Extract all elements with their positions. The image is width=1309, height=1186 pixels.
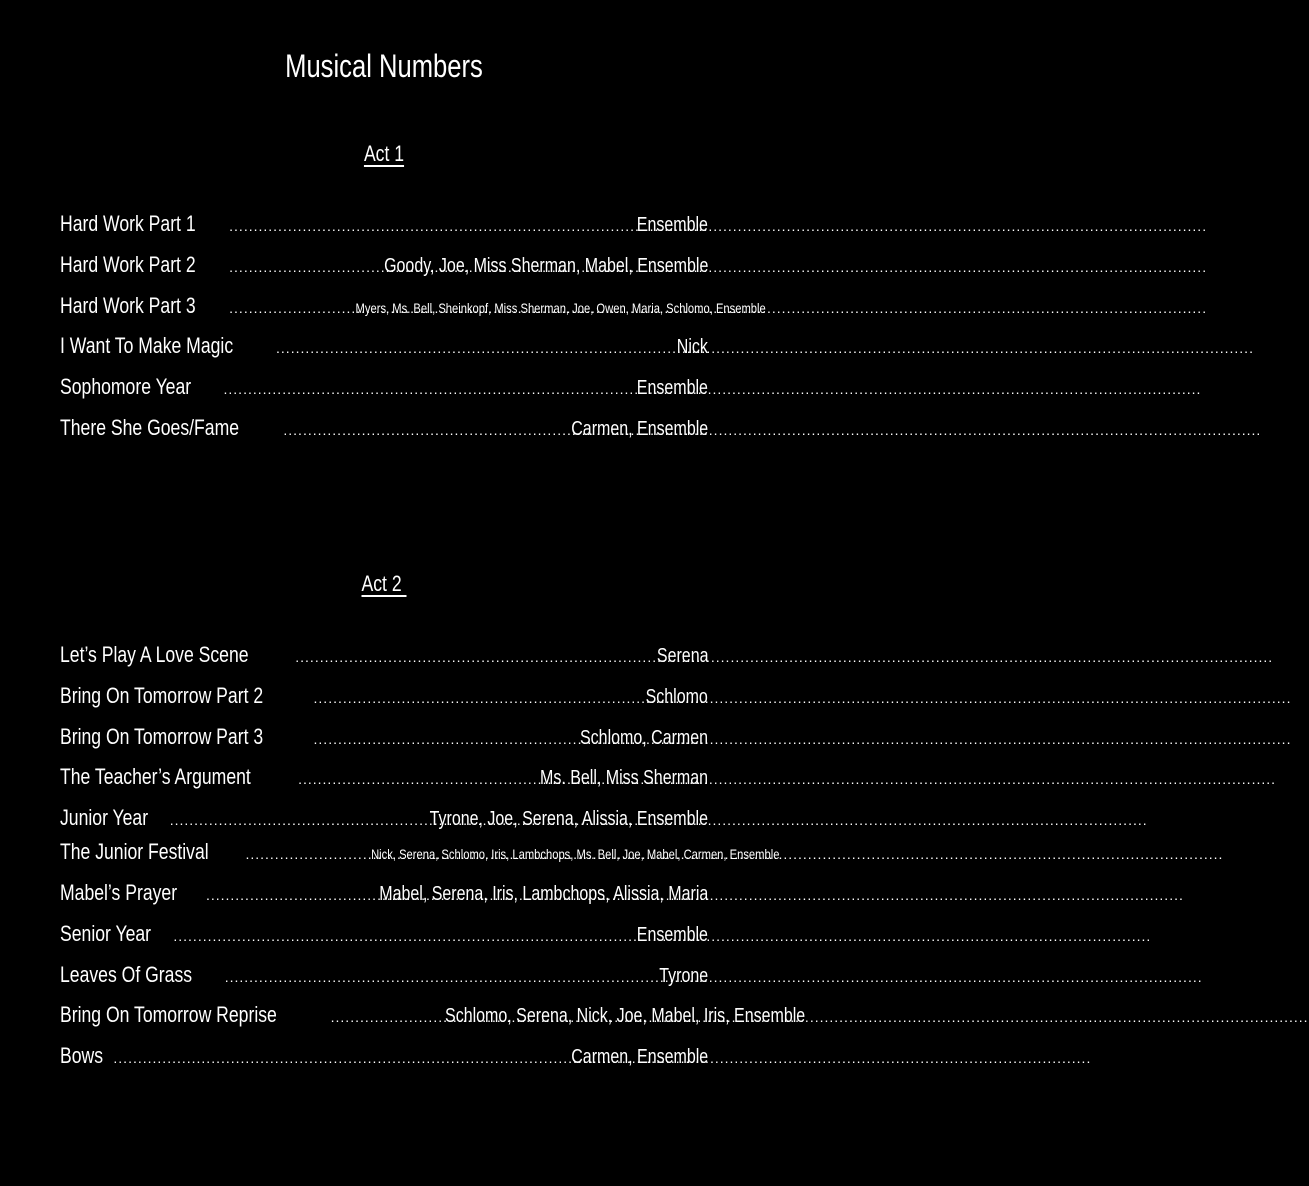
song-title: Hard Work Part 1 (60, 211, 196, 236)
song-title: Sophomore Year (60, 374, 192, 400)
song-title: Bows (60, 1043, 104, 1069)
song-title: Leaves Of Grass (60, 961, 193, 987)
dot-leader (331, 1009, 351, 1025)
song-cast: Schlomo, Carmen (579, 726, 708, 749)
dot-leader (224, 381, 616, 397)
song-row (60, 759, 708, 800)
song-cast: Carmen, Ensemble (571, 1046, 708, 1069)
dot-leader (206, 887, 293, 903)
song-title: Hard Work Part 2 (60, 251, 196, 277)
song-cast: Tyrone, Joe, Serena, Alissia, Ensemble (429, 808, 708, 831)
song-title: The Teacher’s Argument (60, 764, 251, 790)
song-row (60, 247, 708, 288)
song-cast: Nick (676, 336, 708, 359)
dot-leader (170, 812, 356, 828)
song-row (60, 997, 805, 1038)
song-title: I Want To Make Magic (60, 333, 234, 359)
song-cast: Ms. Bell, Miss Sherman (539, 767, 708, 790)
song-cast: Mabel, Serena, Iris, Lambchops, Alissia, Maria (378, 882, 708, 905)
dot-leader (229, 218, 615, 234)
song-row (60, 834, 780, 875)
song-cast: Ensemble (636, 214, 708, 236)
song-row (60, 637, 708, 678)
song-row (60, 369, 708, 410)
song-row (60, 206, 708, 247)
song-cast: Ensemble (636, 377, 708, 400)
song-cast: Carmen, Ensemble (571, 417, 708, 440)
dot-leader (225, 969, 643, 985)
song-title: There She Goes/Fame (60, 414, 240, 440)
dot-leader (229, 259, 298, 275)
dot-leader (113, 1050, 532, 1066)
song-cast: Nick, Serena, Schlomo, Iris, Lambchops, Ms. Bell, Joe, Mabel, Carmen, Ensemble (371, 846, 780, 863)
song-cast: Schlomo (645, 685, 708, 708)
song-title: Hard Work Part 3 (60, 292, 196, 318)
song-cast: Myers, Ms. Bell, Sheinkopf, Miss Sherman, Joe, Owen, Maria, Schlomo, Ensemble (355, 299, 766, 316)
song-title: The Junior Festival (60, 839, 209, 865)
song-cast: Schlomo, Serena, Nick, Joe, Mabel, Iris, Ensemble (444, 1005, 805, 1028)
act-1-song-list (60, 206, 766, 451)
dot-leader (245, 846, 265, 862)
page-title: Musical Numbers (285, 48, 483, 84)
act-2-song-list (60, 637, 805, 1079)
song-cast: Serena (656, 645, 708, 667)
song-row (60, 1038, 708, 1079)
song-title: Bring On Tomorrow Reprise (60, 1002, 277, 1028)
song-row (60, 328, 708, 369)
act-2-heading: Act 2 (361, 571, 407, 596)
dot-leader (314, 731, 544, 747)
song-row (60, 719, 708, 760)
song-cast: Ensemble (636, 923, 708, 946)
song-title: Mabel’s Prayer (60, 879, 178, 905)
song-row (60, 800, 708, 834)
song-row (60, 875, 708, 916)
dot-leader (314, 690, 627, 706)
song-title: Junior Year (60, 805, 149, 831)
song-title: Bring On Tomorrow Part 3 (60, 723, 264, 749)
dot-leader (276, 340, 665, 356)
song-cast: Tyrone (659, 964, 708, 987)
song-row (60, 678, 708, 719)
song-row (60, 916, 708, 957)
song-row (60, 957, 708, 998)
song-title: Senior Year (60, 920, 152, 946)
act-1-heading: Act 1 (363, 141, 405, 166)
dot-leader (298, 771, 494, 787)
dot-leader (229, 300, 249, 316)
dot-leader (173, 928, 615, 944)
song-cast: Goody, Joe, Miss Sherman, Mabel, Ensemble (383, 254, 708, 277)
song-title: Bring On Tomorrow Part 2 (60, 682, 264, 708)
song-title: Let’s Play A Love Scene (60, 642, 249, 667)
dot-leader (283, 422, 532, 438)
dot-leader (295, 649, 639, 665)
song-row (60, 288, 766, 329)
song-row (60, 410, 708, 451)
